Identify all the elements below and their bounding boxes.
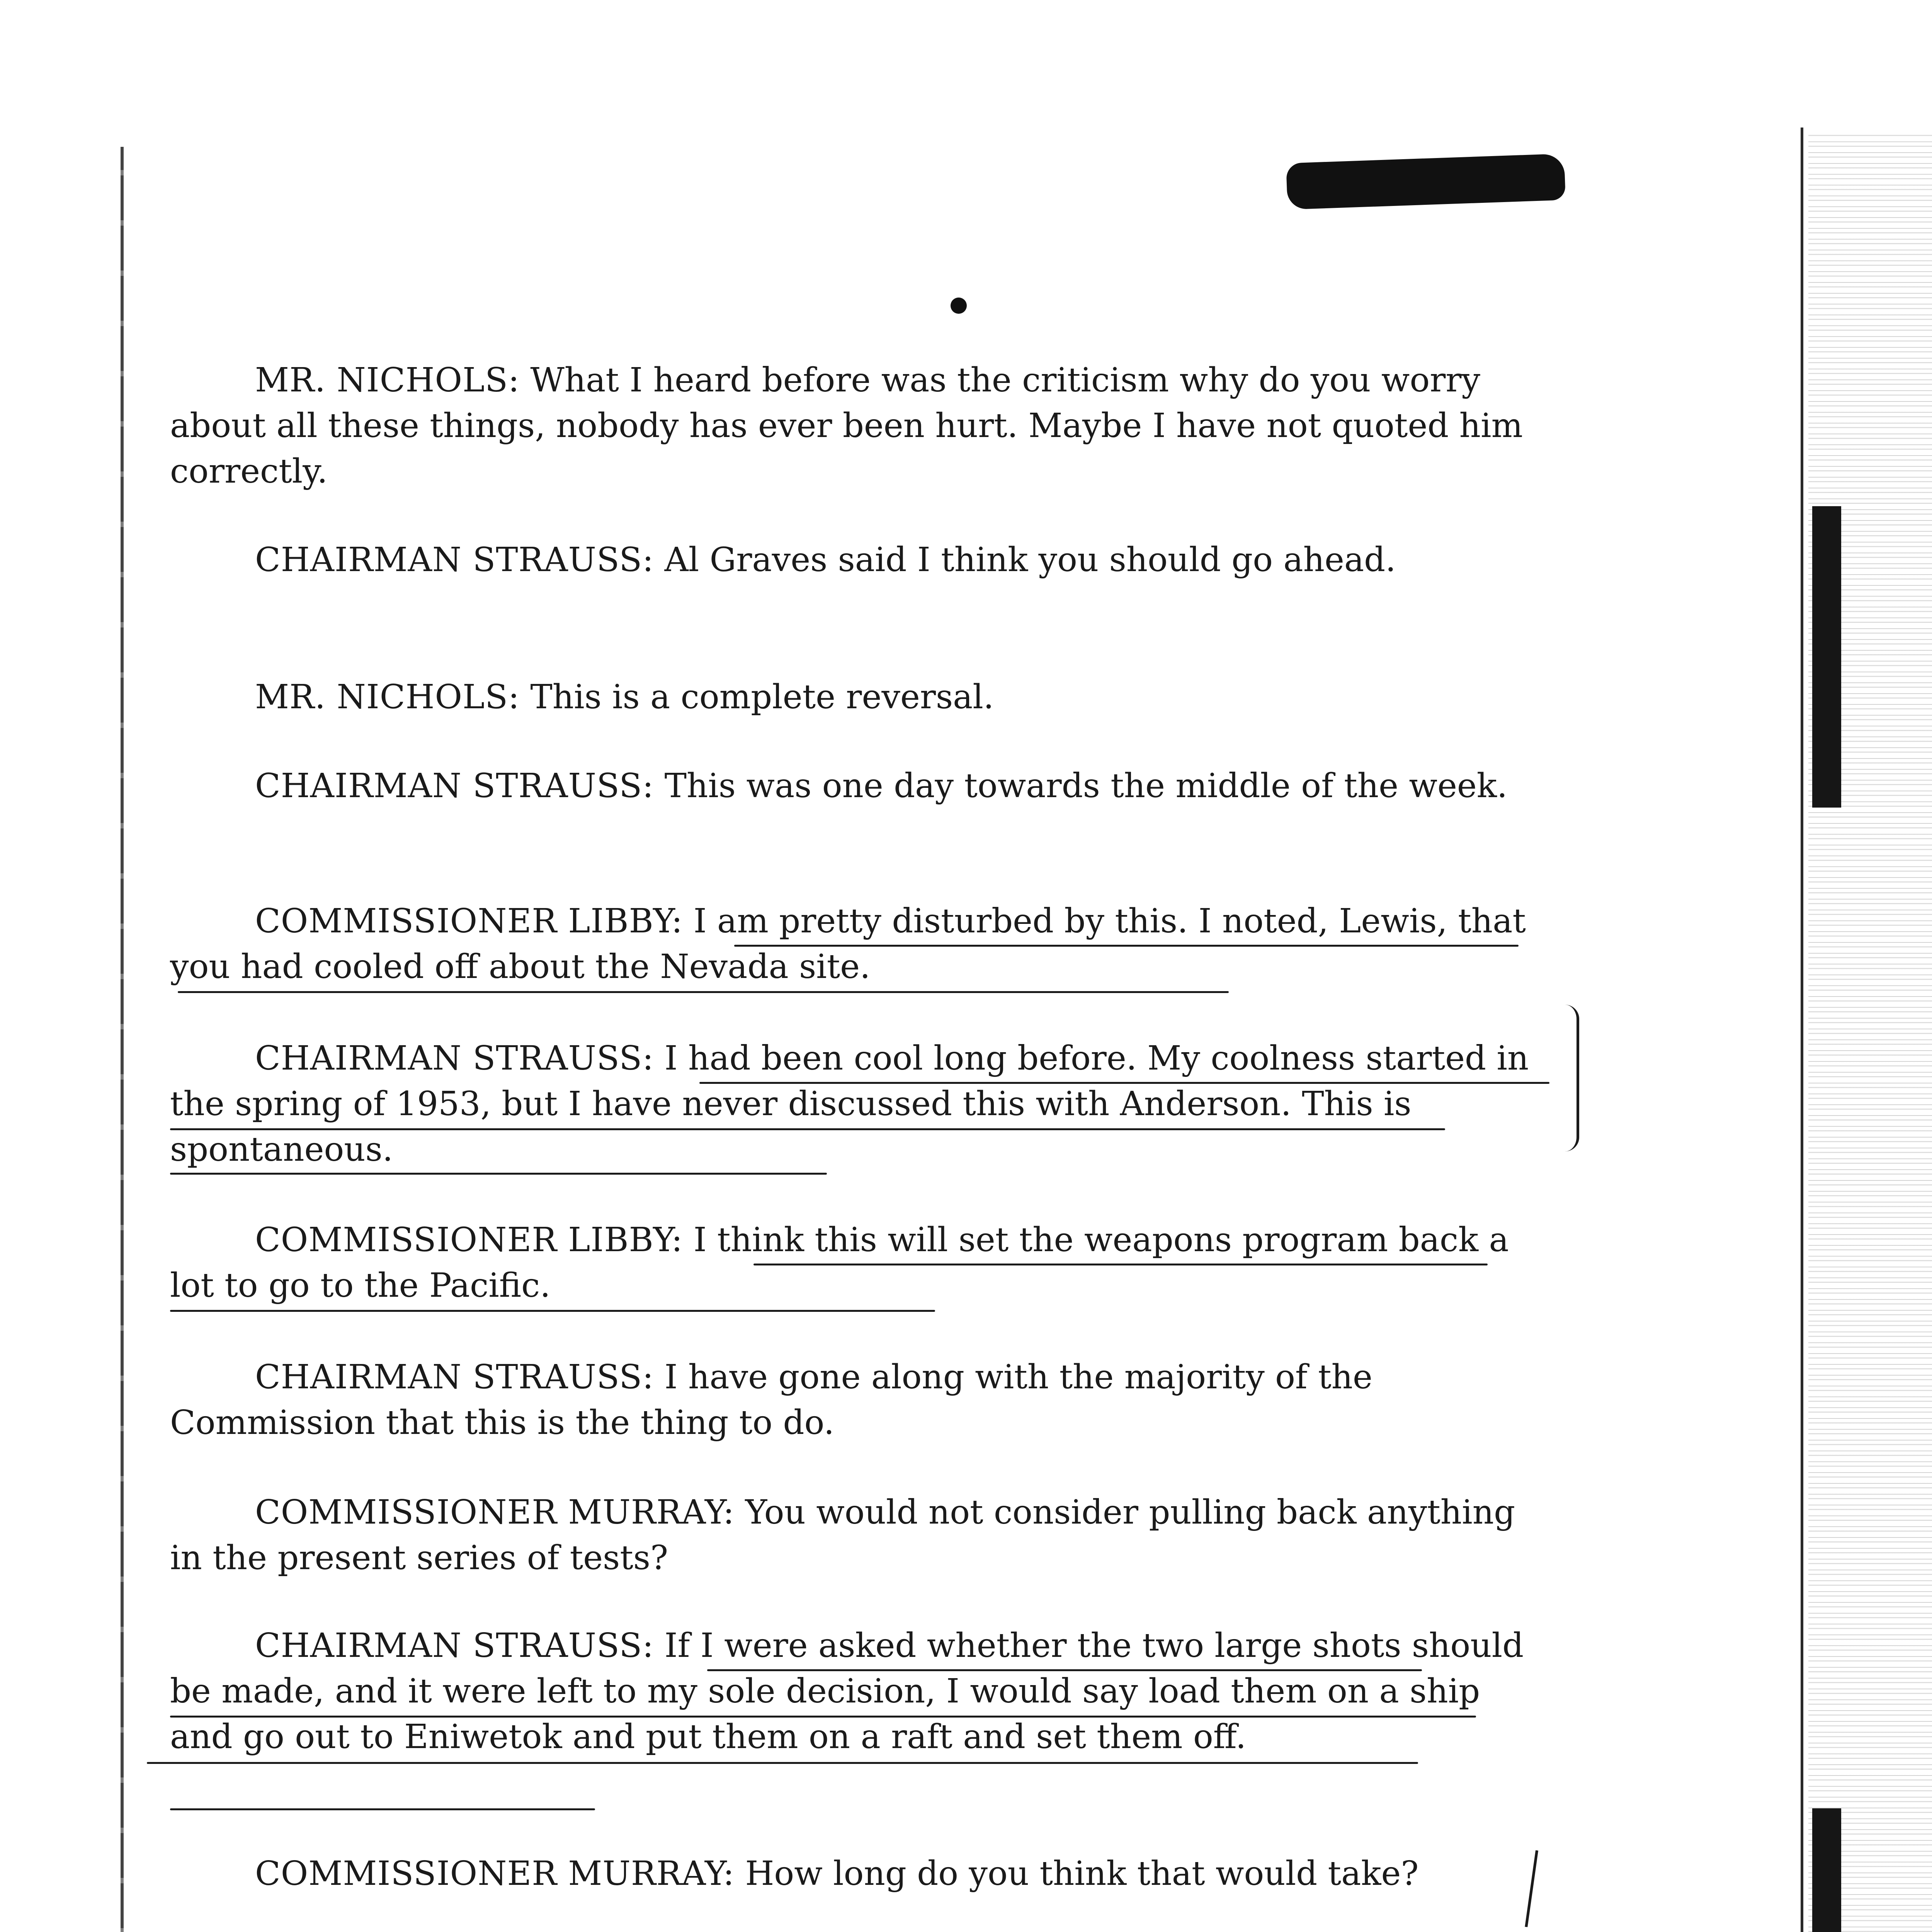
speaker-label: COMMISSIONER MURRAY: bbox=[255, 1493, 735, 1532]
dialogue-text: You would not consider pulling back anything in the present series of tests? bbox=[170, 1493, 1515, 1577]
handwritten-underline bbox=[170, 1128, 1445, 1130]
dialogue-text: I am pretty disturbed by this. I noted, Lewis, that you had cooled off about the Nevada site. bbox=[170, 902, 1526, 986]
dialogue-paragraph bbox=[170, 1036, 1546, 1172]
dialogue-paragraph bbox=[170, 1217, 1546, 1308]
dialogue-paragraph bbox=[170, 357, 1546, 494]
scan-dark-bar bbox=[1812, 506, 1841, 808]
handwritten-underline bbox=[170, 1310, 935, 1312]
scan-dark-bar bbox=[1812, 1808, 1841, 1932]
handwritten-underline bbox=[170, 1808, 595, 1810]
handwritten-underline bbox=[734, 945, 1519, 947]
speaker-label: CHAIRMAN STRAUSS: bbox=[255, 1358, 654, 1396]
dialogue-text: I have gone along with the majority of the Commission that this is the thing to do. bbox=[170, 1358, 1372, 1442]
handwritten-underline bbox=[699, 1082, 1549, 1084]
speaker-label: CHAIRMAN STRAUSS: bbox=[255, 541, 654, 579]
speaker-label: CHAIRMAN STRAUSS: bbox=[255, 767, 654, 805]
scan-noise-strip bbox=[1808, 131, 1932, 1932]
handwritten-underline bbox=[170, 1173, 827, 1175]
right-edge-rule bbox=[1801, 128, 1803, 1932]
dialogue-text: I think this will set the weapons program back a lot to go to the Pacific. bbox=[170, 1221, 1509, 1305]
dialogue-paragraph bbox=[170, 1354, 1546, 1446]
dialogue-text: How long do you think that would take? bbox=[745, 1854, 1419, 1893]
stray-dot bbox=[951, 298, 967, 314]
speaker-label: CHAIRMAN STRAUSS: bbox=[255, 1039, 654, 1078]
speaker-label: COMMISSIONER LIBBY: bbox=[255, 902, 683, 940]
speaker-label: MR. NICHOLS: bbox=[255, 361, 520, 400]
speaker-label: COMMISSIONER LIBBY: bbox=[255, 1221, 683, 1259]
dialogue-paragraph bbox=[170, 674, 1546, 720]
dialogue-text: This was one day towards the middle of the week. bbox=[664, 767, 1508, 805]
dialogue-paragraph bbox=[170, 537, 1546, 583]
dialogue-text: This is a complete reversal. bbox=[530, 678, 994, 716]
dialogue-text: What I heard before was the criticism why do you worry about all these things, nobody has ever been hurt. Maybe I have not quoted him correctly. bbox=[170, 361, 1523, 491]
speaker-label: MR. NICHOLS: bbox=[255, 678, 520, 716]
margin-bracket bbox=[1565, 1005, 1579, 1151]
handwritten-underline bbox=[753, 1264, 1488, 1265]
redaction-mark bbox=[1286, 153, 1566, 209]
dialogue-paragraph bbox=[170, 1490, 1546, 1581]
handwritten-underline bbox=[707, 1669, 1422, 1671]
dialogue-text: Al Graves said I think you should go ahead. bbox=[664, 541, 1396, 579]
dialogue-text: If I were asked whether the two large shots should be made, and it were left to my sole decision, I would say load them on a ship and go out to Eniwetok and put them on a raft and set them off. bbox=[170, 1626, 1524, 1756]
handwritten-underline bbox=[170, 1716, 1476, 1718]
left-margin-rule bbox=[121, 147, 124, 1932]
dialogue-paragraph bbox=[170, 898, 1546, 990]
speaker-label: CHAIRMAN STRAUSS: bbox=[255, 1626, 654, 1665]
dialogue-paragraph bbox=[170, 763, 1546, 809]
handwritten-underline bbox=[178, 991, 1229, 993]
speaker-label: COMMISSIONER MURRAY: bbox=[255, 1854, 735, 1893]
dialogue-paragraph bbox=[170, 1623, 1546, 1760]
handwritten-underline bbox=[147, 1762, 1418, 1764]
dialogue-text: I had been cool long before. My coolness started in the spring of 1953, but I have never discussed this with Anderson. This is spontaneous. bbox=[170, 1039, 1529, 1169]
dialogue-paragraph bbox=[170, 1851, 1546, 1896]
